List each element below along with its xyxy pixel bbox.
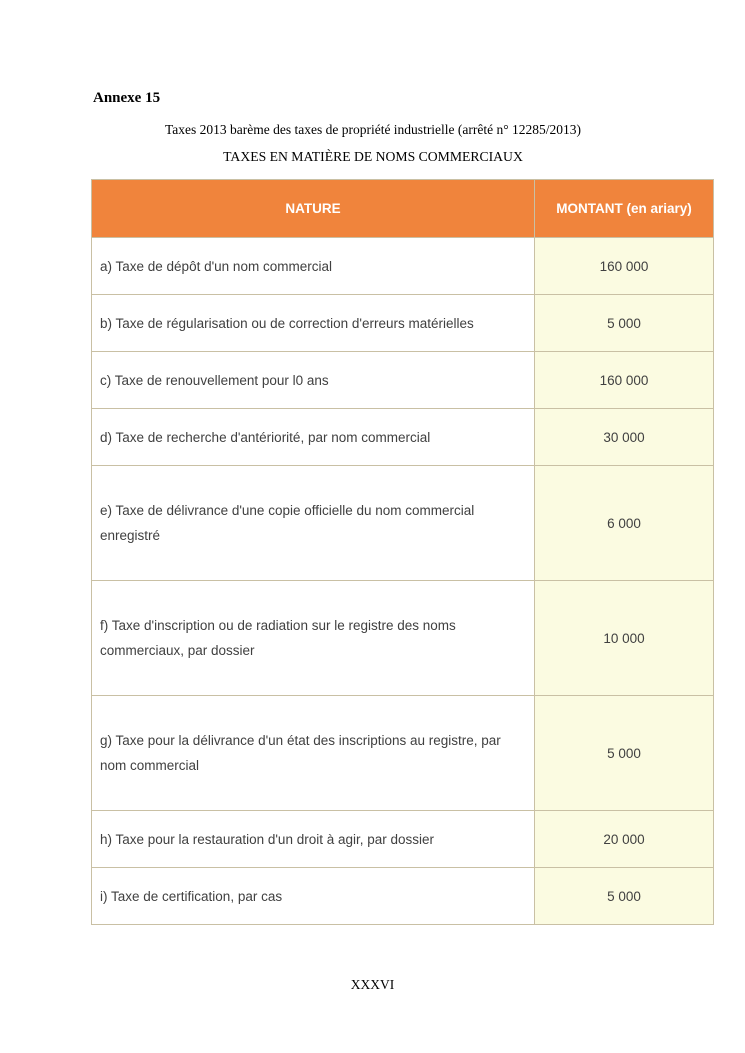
nature-cell: g) Taxe pour la délivrance d'un état des inscriptions au registre, par nom commercial (92, 696, 535, 811)
amount-cell: 6 000 (535, 466, 714, 581)
amount-cell: 5 000 (535, 295, 714, 352)
table-row (92, 466, 714, 581)
table-row (92, 696, 714, 811)
table-row (92, 409, 714, 466)
nature-cell: i) Taxe de certification, par cas (92, 868, 535, 925)
table-row (92, 352, 714, 409)
nature-cell: e) Taxe de délivrance d'une copie officielle du nom commercial enregistré (92, 466, 535, 581)
table-title: TAXES EN MATIÈRE DE NOMS COMMERCIAUX (223, 149, 523, 164)
amount-cell: 30 000 (535, 409, 714, 466)
table-row (92, 868, 714, 925)
amount-cell: 20 000 (535, 811, 714, 868)
amount-cell: 160 000 (535, 238, 714, 295)
nature-cell: f) Taxe d'inscription ou de radiation sur le registre des noms commerciaux, par dossier (92, 581, 535, 696)
annex-heading: Annexe 15 (93, 90, 161, 106)
table-row (92, 295, 714, 352)
nature-cell: b) Taxe de régularisation ou de correction d'erreurs matérielles (92, 295, 535, 352)
table-body (92, 238, 714, 925)
table-row (92, 238, 714, 295)
amount-cell: 160 000 (535, 352, 714, 409)
amount-cell: 5 000 (535, 696, 714, 811)
amount-cell: 5 000 (535, 868, 714, 925)
tax-table (91, 179, 714, 925)
table-row (92, 581, 714, 696)
amount-cell: 10 000 (535, 581, 714, 696)
nature-cell: d) Taxe de recherche d'antériorité, par nom commercial (92, 409, 535, 466)
nature-cell: c) Taxe de renouvellement pour l0 ans (92, 352, 535, 409)
table-header-row (92, 180, 714, 238)
nature-column-header: NATURE (92, 180, 535, 238)
nature-cell: h) Taxe pour la restauration d'un droit à agir, par dossier (92, 811, 535, 868)
amount-column-header: MONTANT (en ariary) (535, 180, 714, 238)
page-number: XXXVI (350, 977, 395, 992)
nature-cell: a) Taxe de dépôt d'un nom commercial (92, 238, 535, 295)
table-row (92, 811, 714, 868)
document-subtitle: Taxes 2013 barème des taxes de propriété industrielle (arrêté n° 12285/2013) (164, 122, 582, 137)
